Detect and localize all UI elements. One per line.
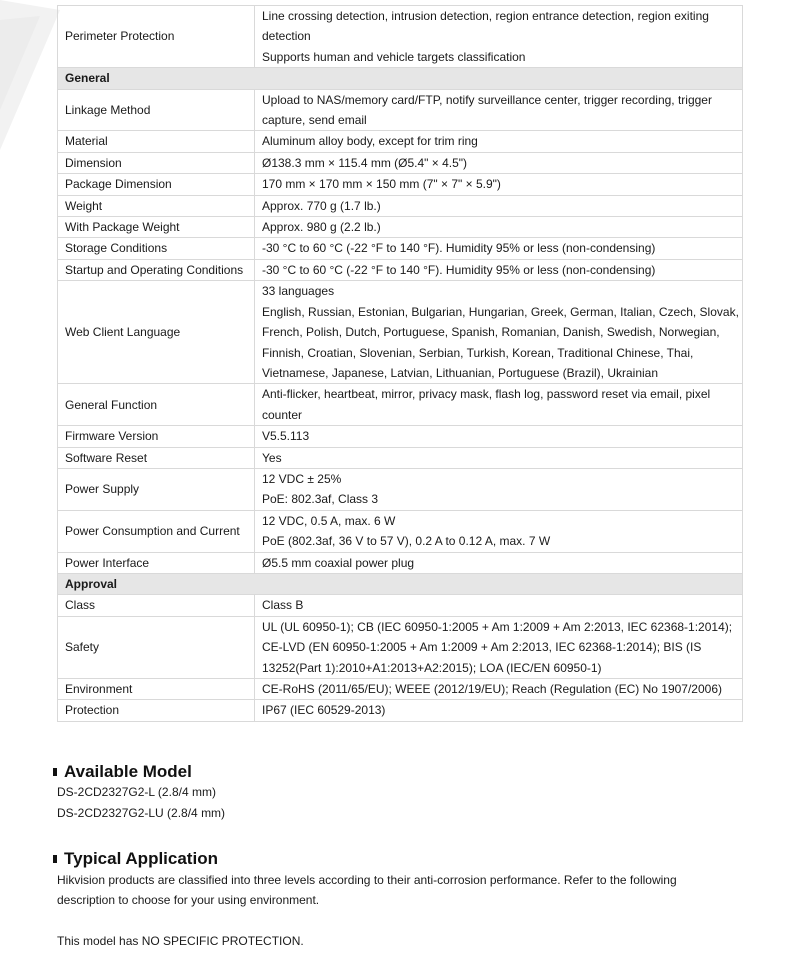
spec-label: Linkage Method	[58, 89, 255, 131]
spec-row	[58, 447, 743, 468]
spec-value	[255, 384, 743, 426]
spec-value-line: 12 VDC ± 25%	[262, 471, 342, 486]
spec-value-line: PoE: 802.3af, Class 3	[262, 492, 379, 507]
spec-label: Storage Conditions	[58, 238, 255, 259]
spec-label: Power Interface	[58, 552, 255, 573]
spec-value	[255, 700, 743, 721]
application-description-line: Hikvision products are classified into three levels according to their anti-corrosion performance. Refer to the following	[57, 873, 677, 887]
bullet-icon	[53, 768, 57, 776]
spec-row	[58, 6, 743, 68]
spec-row	[58, 131, 743, 152]
spec-value-line: 13252(Part 1):2010+A1:2013+A2:2015); LOA (IEC/EN 60950-1)	[262, 660, 602, 675]
spec-row	[58, 217, 743, 238]
spec-value	[255, 131, 743, 152]
section-row	[58, 573, 743, 594]
spec-value-line: Approx. 980 g (2.2 lb.)	[262, 220, 381, 235]
spec-label: Environment	[58, 679, 255, 700]
spec-value-line: French, Polish, Dutch, Portuguese, Spanish, Romanian, Danish, Swedish, Norwegian,	[262, 325, 720, 340]
spec-table-body	[58, 6, 743, 722]
spec-row	[58, 195, 743, 216]
spec-row	[58, 552, 743, 573]
spec-label: Material	[58, 131, 255, 152]
spec-value-line: Line crossing detection, intrusion detection, region entrance detection, region exiting	[262, 9, 709, 23]
section-row	[58, 68, 743, 89]
spec-value-line: Finnish, Croatian, Slovenian, Serbian, Turkish, Korean, Traditional Chinese, Thai,	[262, 345, 694, 360]
spec-value	[255, 679, 743, 700]
spec-value	[255, 6, 743, 68]
spec-value	[255, 195, 743, 216]
spec-value	[255, 468, 743, 510]
typical-application-title: Typical Application	[64, 849, 218, 868]
spec-row	[58, 700, 743, 721]
spec-label: Startup and Operating Conditions	[58, 259, 255, 280]
spec-value	[255, 217, 743, 238]
spec-value-line: CE-LVD (EN 60950-1:2005 + Am 1:2009 + Am 2:2013, IEC 62368-1:2014); BIS (IS	[262, 640, 702, 655]
spec-value-line: V5.5.113	[262, 429, 310, 444]
spec-value	[255, 89, 743, 131]
spec-row	[58, 468, 743, 510]
spec-row	[58, 384, 743, 426]
spec-value-line: Vietnamese, Japanese, Latvian, Lithuanian, Portuguese (Brazil), Ukrainian	[262, 365, 659, 380]
spec-label: Package Dimension	[58, 174, 255, 195]
spec-label: Software Reset	[58, 447, 255, 468]
spec-value	[255, 259, 743, 280]
section-title: Approval	[58, 573, 743, 594]
spec-value	[255, 426, 743, 447]
spec-value-line: English, Russian, Estonian, Bulgarian, Hungarian, Greek, German, Italian, Czech, Slovak,	[262, 304, 739, 319]
spec-row	[58, 152, 743, 173]
available-model-heading	[53, 762, 192, 782]
spec-row	[58, 510, 743, 552]
spec-label: Safety	[58, 616, 255, 678]
spec-row	[58, 281, 743, 384]
application-description-line: description to choose for your using environment.	[57, 893, 320, 907]
spec-value-line: CE-RoHS (2011/65/EU); WEEE (2012/19/EU); Reach (Regulation (EC) No 1907/2006)	[262, 682, 722, 696]
spec-label: Dimension	[58, 152, 255, 173]
spec-row	[58, 595, 743, 616]
spec-label: General Function	[58, 384, 255, 426]
spec-value	[255, 616, 743, 678]
spec-value-line: -30 °C to 60 °C (-22 °F to 140 °F). Humidity 95% or less (non-condensing)	[262, 241, 656, 256]
spec-value	[255, 281, 743, 384]
spec-label: Perimeter Protection	[58, 6, 255, 68]
spec-label: Firmware Version	[58, 426, 255, 447]
spec-value-line: Approx. 770 g (1.7 lb.)	[262, 198, 381, 213]
spec-value-line: counter	[262, 407, 303, 422]
spec-value	[255, 595, 743, 616]
spec-value	[255, 238, 743, 259]
spec-value-line: Anti-flicker, heartbeat, mirror, privacy mask, flash log, password reset via email, pixel	[262, 387, 711, 402]
spec-value	[255, 152, 743, 173]
spec-label: Class	[58, 595, 255, 616]
spec-row	[58, 616, 743, 678]
typical-application-heading	[53, 849, 218, 869]
model-item: DS-2CD2327G2-LU (2.8/4 mm)	[57, 806, 226, 820]
spec-value-line: UL (UL 60950-1); CB (IEC 60950-1:2005 + Am 1:2009 + Am 2:2013, IEC 62368-1:2014);	[262, 619, 733, 634]
spec-value-line: Aluminum alloy body, except for trim ring	[262, 134, 478, 149]
spec-value-line: PoE (802.3af, 36 V to 57 V), 0.2 A to 0.12 A, max. 7 W	[262, 534, 551, 549]
spec-row	[58, 426, 743, 447]
spec-value-line: Ø5.5 mm coaxial power plug	[262, 555, 415, 570]
spec-label: With Package Weight	[58, 217, 255, 238]
spec-value-line: 33 languages	[262, 284, 335, 299]
application-note: This model has NO SPECIFIC PROTECTION.	[57, 934, 304, 948]
spec-value-line: capture, send email	[262, 113, 367, 128]
spec-value	[255, 510, 743, 552]
section-title: General	[58, 68, 743, 89]
bullet-icon	[53, 855, 57, 863]
spec-value-line: Ø138.3 mm × 115.4 mm (Ø5.4" × 4.5")	[262, 155, 468, 170]
spec-row	[58, 89, 743, 131]
spec-value-line: IP67 (IEC 60529-2013)	[262, 703, 386, 718]
spec-value-line: detection	[262, 29, 311, 44]
spec-label: Web Client Language	[58, 281, 255, 384]
spec-value-line: -30 °C to 60 °C (-22 °F to 140 °F). Humidity 95% or less (non-condensing)	[262, 262, 656, 277]
spec-value-line: 170 mm × 170 mm × 150 mm (7" × 7" × 5.9")	[262, 177, 501, 192]
spec-value-line: Class B	[262, 598, 304, 613]
spec-value-line: Supports human and vehicle targets classification	[262, 49, 526, 64]
spec-value-line: Upload to NAS/memory card/FTP, notify surveillance center, trigger recording, trigger	[262, 92, 712, 107]
spec-value	[255, 447, 743, 468]
available-model-title: Available Model	[64, 762, 192, 781]
spec-value	[255, 552, 743, 573]
spec-table	[57, 5, 743, 722]
spec-label: Protection	[58, 700, 255, 721]
spec-row	[58, 259, 743, 280]
spec-row	[58, 679, 743, 700]
spec-label: Power Consumption and Current	[58, 510, 255, 552]
spec-value	[255, 174, 743, 195]
spec-row	[58, 238, 743, 259]
watermark-decoration	[0, 0, 60, 150]
spec-label: Power Supply	[58, 468, 255, 510]
spec-row	[58, 174, 743, 195]
spec-value-line: 12 VDC, 0.5 A, max. 6 W	[262, 513, 396, 528]
spec-label: Weight	[58, 195, 255, 216]
spec-value-line: Yes	[262, 450, 282, 465]
model-item: DS-2CD2327G2-L (2.8/4 mm)	[57, 785, 216, 799]
